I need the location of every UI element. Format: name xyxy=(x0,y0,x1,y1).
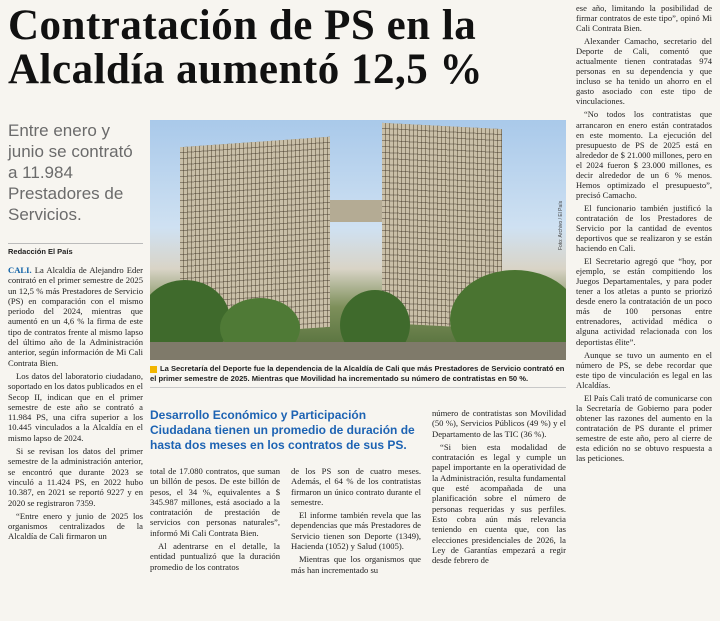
column-2 xyxy=(150,466,280,575)
paragraph: El País Cali trató de comunicarse con la Secretaría de Gobierno para poder obtener las razones del aumento en la contratación de PS durante el primer semestre de este año, pero al cierre de esta edición no se obtuvo respuesta a las peticiones. xyxy=(576,392,712,464)
paragraph: ese año, limitando la posibilidad de firmar contratos de este tipo”, opinó Mi Cali Contrata Bien. xyxy=(576,3,712,34)
dateline: CALI. xyxy=(8,265,32,275)
photo-caption xyxy=(150,364,566,388)
paragraph: “Si bien esta modalidad de contratación es legal y cumple un papel importante en la operatividad de la Administración, resulta fundamental que esté acompañada de una planificación sobre el número de personas requeridas y sus perfiles. Esto cobra aún más relevancia teniendo en cuenta que, con las elecciones presidenciales de 2026, la Ley de Garantías empezará a regir desde febrero de xyxy=(432,441,566,566)
paragraph: de los PS son de cuatro meses. Además, el 64 % de los contratistas firmaron un único contrato durante el semestre. xyxy=(291,466,421,507)
column-3 xyxy=(291,466,421,578)
paragraph: CALI. La Alcaldía de Alejandro Eder contrató en el primer semestre de 2025 un 12,5 % más Prestadores de Servicio (PS) en comparación con el mismo periodo del 2024, mientras que aumentó en un 4,6 % la firma de este tipo de contratos frente al mismo lapso del último año de la Administración anterior, según información de Mi Cali Contrata Bien. xyxy=(8,265,143,368)
paragraph: Los datos del laboratorio ciudadano, soportado en los datos publicados en el Secop II, indican que en el primer semestre de este año se contrató a 11.984 PS, una cifra superior a los 10.445 vinculados a la Alcaldía en el mismo lapso de 2024. xyxy=(8,370,143,443)
subhead: Entre enero y junio se contrató a 11.984 Prestadores de Servicios. xyxy=(8,121,133,224)
caption-text: La Secretaría del Deporte fue la dependencia de la Alcaldía de Cali que más Prestadores de Servicio contrató en el primer semestre de 2025. Mientras que Movilidad ha incrementado su número de contratistas en 50 %. xyxy=(150,364,565,383)
column-1 xyxy=(8,265,143,545)
paragraph: El funcionario también justificó la contratación de los Prestadores de Servicio por la cantidad de eventos deportivos que se realizaron y se están haciendo en Cali. xyxy=(576,202,712,254)
paragraph: Mientras que los organismos que más han incrementado su xyxy=(291,554,421,575)
caption-marker xyxy=(150,366,157,373)
paragraph: El informe también revela que las dependencias que más Prestadores de Servicio tienen son Deporte (1349), Hacienda (1052) y Salud (1005). xyxy=(291,510,421,552)
paragraph: Alexander Camacho, secretario del Deporte de Cali, comentó que actualmente tienen contratadas 974 personas en su dependencia y que incluso se ha tenido un ahorro en el gasto asociado con este tipo de vinculaciones. xyxy=(576,36,712,107)
paragraph: total de 17.080 contratos, que suman un billón de pesos. De este billón de pesos, el 34 %, equivalentes a $ 345.987 millones, está asociado a la contratación de prestación de servicios con personas naturales”, informó Mi Cali Contrata Bien. xyxy=(150,466,280,538)
pull-quote: Desarrollo Económico y Participación Ciudadana tienen un promedio de duración de hasta dos meses en los contratos de sus PS. xyxy=(150,408,415,452)
headline: Contratación de PS en la Alcaldía aumentó 12,5 % xyxy=(8,2,483,93)
photo-credit: Foto: Archivo / El País xyxy=(558,200,564,250)
column-4 xyxy=(432,408,566,568)
byline: Redacción El País xyxy=(8,243,143,256)
paragraph: Al adentrarse en el detalle, la entidad puntualizó que la duración promedio de los contratos xyxy=(150,541,280,572)
paragraph: Si se revisan los datos del primer semestre de la administración anterior, se encontró que durante 2023 se vinculó a 11.424 PS, en 2022 hubo 10.387, en 2021 se reportó 9227 y en 2020 se registraron 7359. xyxy=(8,446,143,508)
paragraph: El Secretario agregó que “hoy, por ejemplo, se están compitiendo los Juegos Departamentales, y para poder tener a los atletas a punto se priorizó desde enero la contratación de un poco más de 100 personas entre entrenadores, actividad médica o alguna actividad relacionada con los deportistas élite”. xyxy=(576,256,712,347)
paragraph: Aunque se tuvo un aumento en el número de PS, se debe recordar que este tipo de vinculación es legal en las Alcaldías. xyxy=(576,349,712,390)
paragraph: número de contratistas son Movilidad (50 %), Servicios Públicos (49 %) y el Departamento de las TIC (36 %). xyxy=(432,408,566,439)
paragraph: “Entre enero y junio de 2025 los organismos centralizados de la Alcaldía de Cali firmaron un xyxy=(8,510,143,542)
paragraph: “No todos los contratistas que arrancaron en enero están contratados en este momento. La ejecución del presupuesto de PS de 2025 está en alrededor de $ 21.000 millones, pero en el 2024 fueron $ 23.000 millones, es decir alrededor de un 6 % menos. Hemos optimizado el presupuesto”, precisó Camacho. xyxy=(576,109,712,200)
column-5 xyxy=(576,3,712,466)
article-photo xyxy=(150,120,566,360)
